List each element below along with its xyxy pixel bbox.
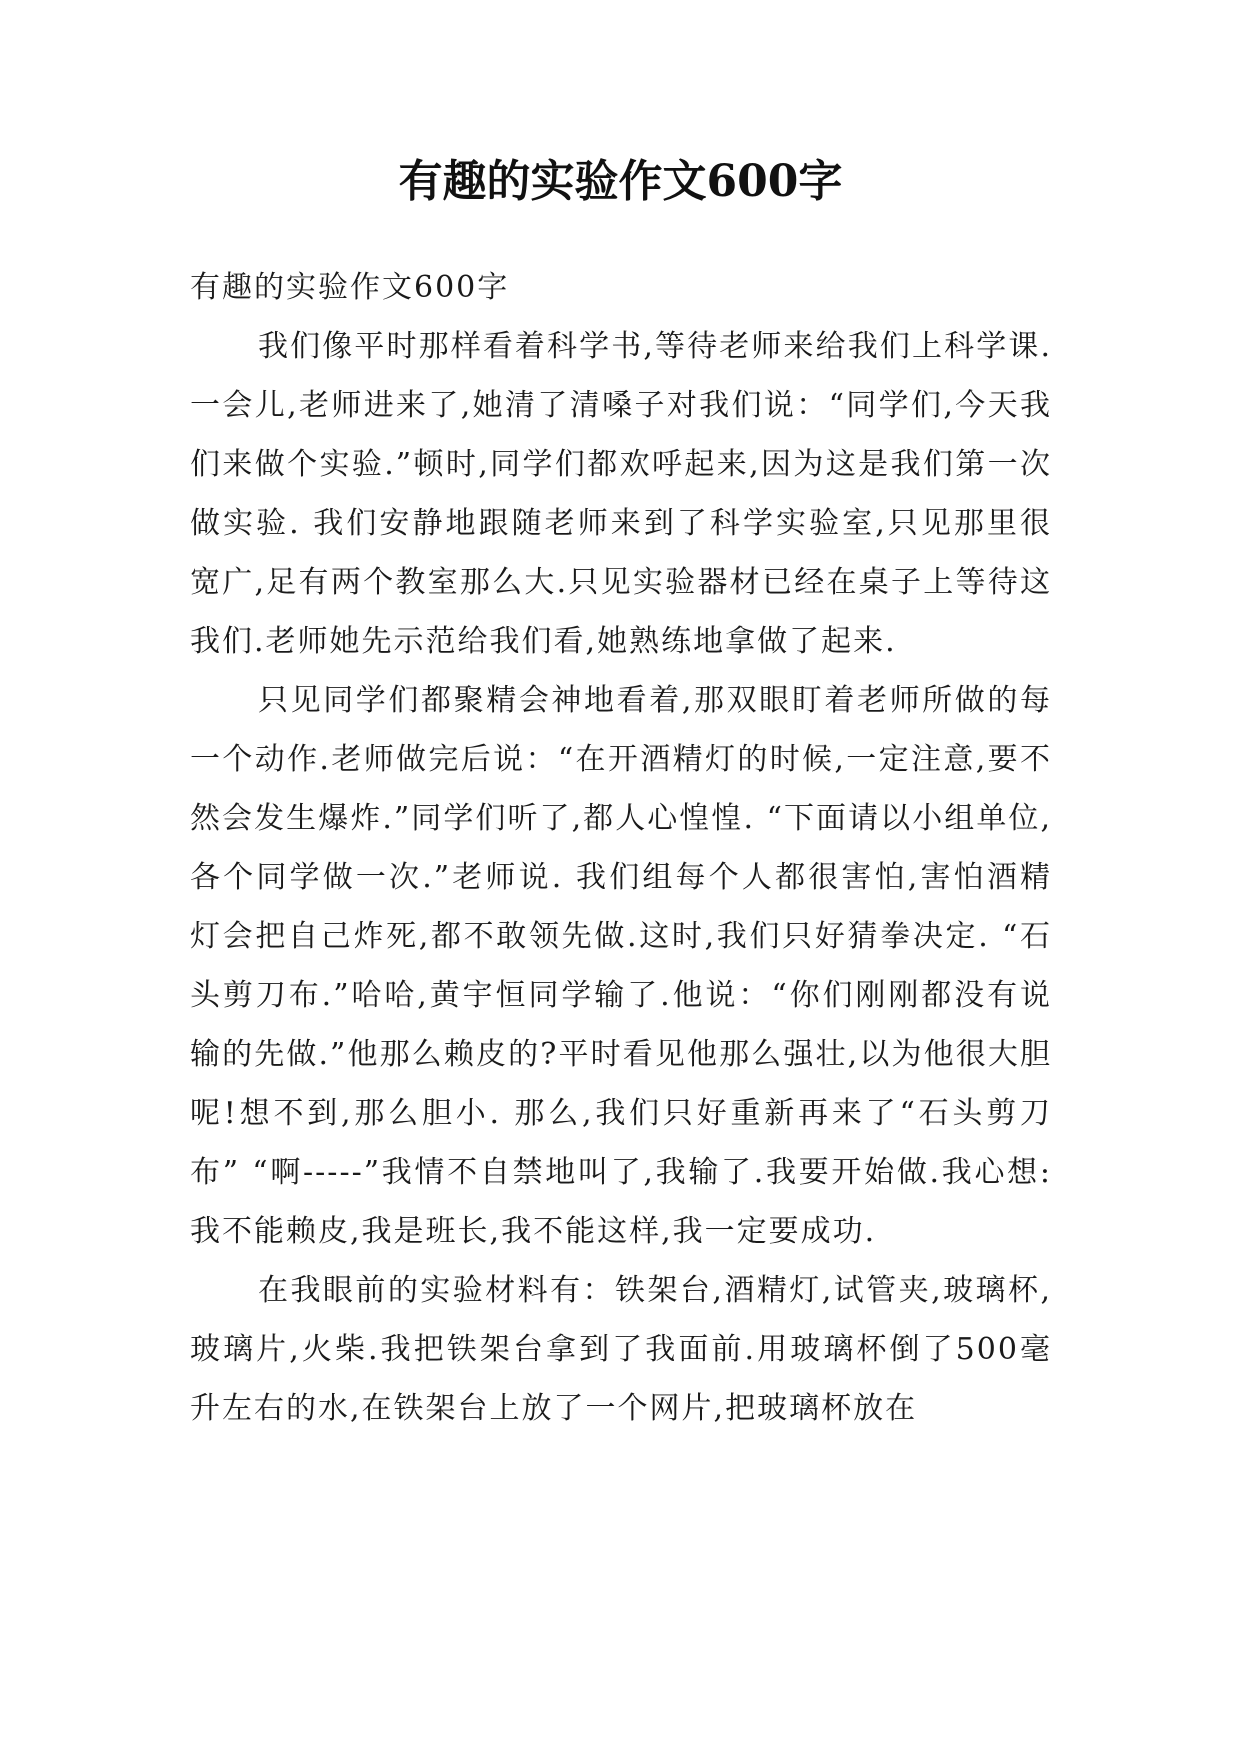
paragraph: 只见同学们都聚精会神地看着,那双眼盯着老师所做的每一个动作.老师做完后说：“在开酒精灯的时候,一定注意,要不然会发生爆炸.”同学们听了,都人心惶惶. “下面请以小组单位,各个同学做一次.”老师说. 我们组每个人都很害怕,害怕酒精灯会把自己炸死,都不敢领先做.这时,我们只好猜拳决定. “石头剪刀布.”哈哈,黄宇恒同学输了.他说：“你们刚刚都没有说输的先做.”他那么赖皮的?平时看见他那么强壮,以为他很大胆呢!想不到,那么胆小. 那么,我们只好重新再来了“石头剪刀布” “啊-----”我情不自禁地叫了,我输了.我要开始做.我心想:我不能赖皮,我是班长,我不能这样,我一定要成功.: [190, 683, 1052, 1249]
document-title: 有趣的实验作文600字: [398, 156, 843, 207]
document-subtitle: 有趣的实验作文600字: [190, 270, 510, 305]
paragraph: 我们像平时那样看着科学书,等待老师来给我们上科学课.一会儿,老师进来了,她清了清嗓子对我们说：“同学们,今天我们来做个实验.”顿时,同学们都欢呼起来,因为这是我们第一次做实验. 我们安静地跟随老师来到了科学实验室,只见那里很宽广,足有两个教室那么大.只见实验器材已经在桌子上等待这我们.老师她先示范给我们看,她熟练地拿做了起来.: [190, 329, 1052, 659]
paragraph: 在我眼前的实验材料有：铁架台,酒精灯,试管夹,玻璃杯,玻璃片,火柴.我把铁架台拿到了我面前.用玻璃杯倒了500毫升左右的水,在铁架台上放了一个网片,把玻璃杯放在: [190, 1273, 1052, 1426]
document-body: [190, 258, 1052, 1438]
